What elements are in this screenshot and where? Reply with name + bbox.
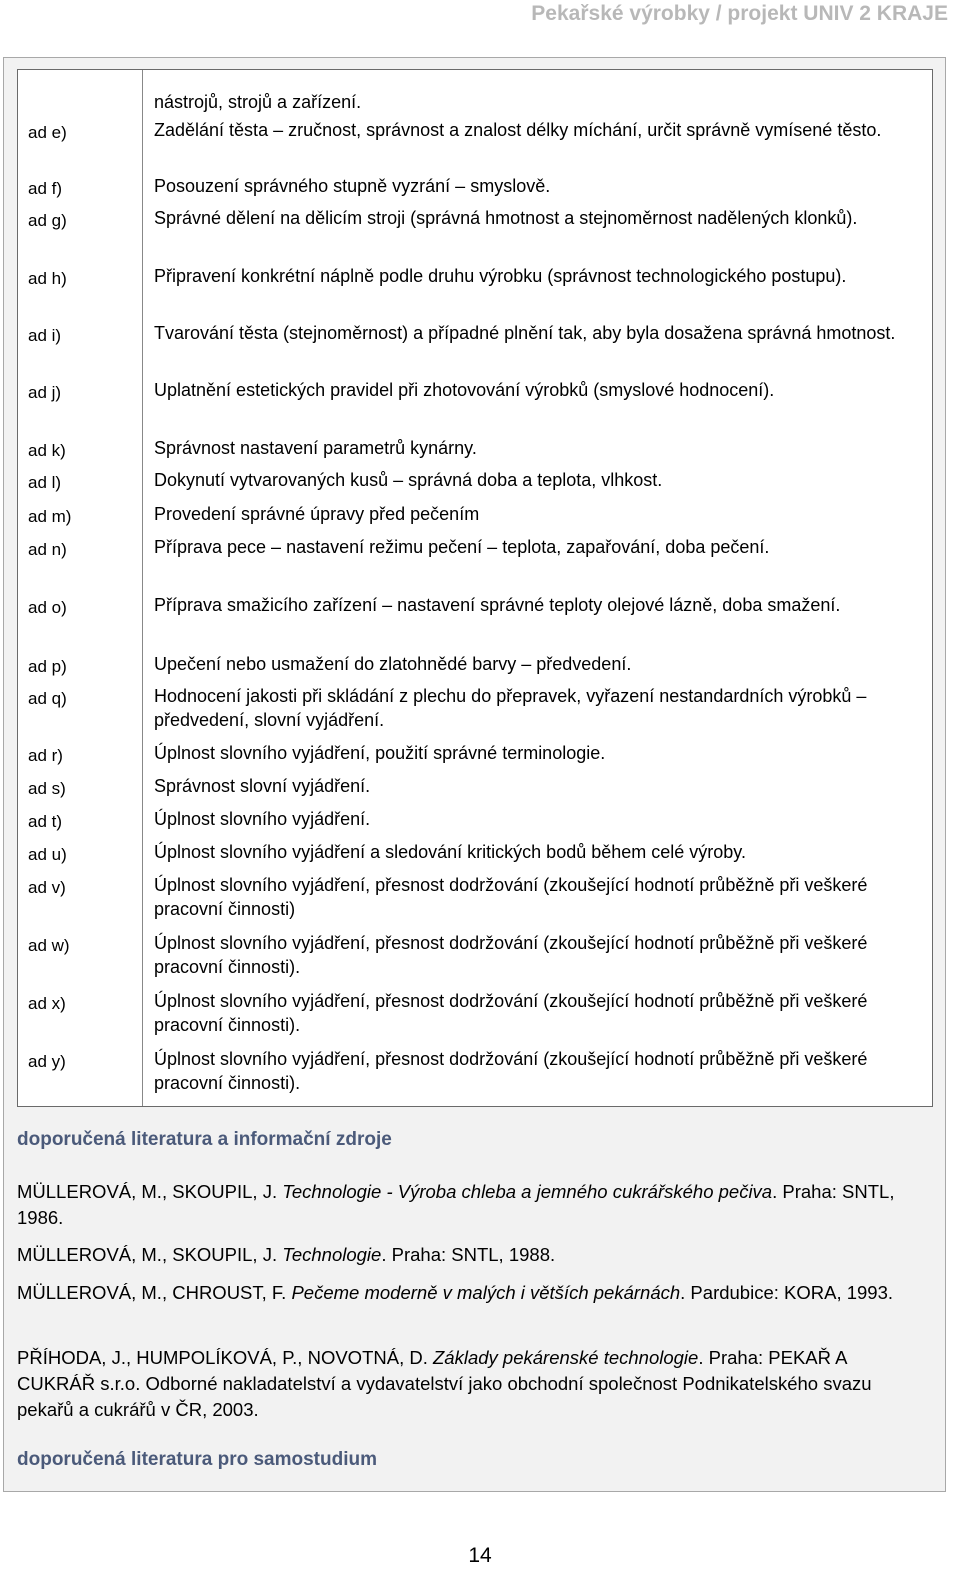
row-label: ad j) — [28, 383, 62, 402]
row-label: ad p) — [28, 657, 67, 676]
row-label: ad u) — [28, 845, 67, 864]
row-label: ad t) — [28, 812, 63, 831]
row-text: Provedení správné úpravy před pečením — [154, 504, 480, 524]
literature-heading: doporučená literatura a informační zdroje — [17, 1129, 392, 1150]
row-label: ad k) — [28, 441, 66, 460]
row-text: Správnost slovní vyjádření. — [154, 776, 371, 796]
reference-author: MÜLLEROVÁ, M., SKOUPIL, J. — [17, 1244, 278, 1265]
row-text: Úplnost slovního vyjádření a sledování kritických bodů během celé výroby. — [154, 842, 746, 862]
reference-title: Technologie — [282, 1244, 382, 1265]
reference-title: Pečeme moderně v malých i větších pekárnách — [291, 1282, 681, 1303]
row-text: Tvarování těsta (stejnoměrnost) a případné plnění tak, aby byla dosažena správná hmotnost. — [154, 323, 896, 343]
row-text: Úplnost slovního vyjádření. — [154, 809, 371, 829]
reference-item — [17, 1345, 929, 1423]
row-label: ad o) — [28, 598, 67, 617]
row-text: Uplatnění estetických pravidel při zhotovování výrobků (smyslové hodnocení). — [154, 380, 775, 400]
row-text: Upečení nebo usmažení do zlatohnědé barvy – předvedení. — [154, 654, 632, 674]
column-divider — [142, 70, 143, 1106]
row-label: ad m) — [28, 507, 72, 526]
row-text: Úplnost slovního vyjádření, přesnost dodržování (zkoušející hodnotí průběžně při veškeré pracovní činnosti). — [154, 933, 868, 977]
page-number: 14 — [468, 1544, 492, 1567]
row-label: ad q) — [28, 689, 67, 708]
row-text: Úplnost slovního vyjádření, přesnost dodržování (zkoušející hodnotí průběžně při veškeré pracovní činnosti). — [154, 991, 868, 1035]
row-text: Dokynutí vytvarovaných kusů – správná doba a teplota, vlhkost. — [154, 470, 663, 490]
row-label: ad r) — [28, 746, 63, 765]
row-label: ad x) — [28, 994, 66, 1013]
row-text: Správnost nastavení parametrů kynárny. — [154, 438, 477, 458]
section-box — [3, 57, 946, 1492]
reference-publication: . Pardubice: KORA, 1993. — [680, 1282, 894, 1303]
reference-item — [17, 1242, 929, 1268]
row-label: ad n) — [28, 540, 67, 559]
reference-title: Základy pekárenské technologie — [433, 1347, 699, 1368]
row-text: Správné dělení na dělicím stroji (správná hmotnost a stejnoměrnost nadělených klonků). — [154, 208, 858, 228]
reference-publication: . Praha: SNTL, 1986. — [17, 1181, 895, 1228]
row-text: Úplnost slovního vyjádření, přesnost dodržování (zkoušející hodnotí průběžně při veškeré pracovní činnosti). — [154, 1049, 868, 1093]
reference-item — [17, 1280, 929, 1306]
row-label: ad g) — [28, 211, 67, 230]
row-label: ad s) — [28, 779, 66, 798]
reference-title: Technologie - Výroba chleba a jemného cukrářského pečiva — [282, 1181, 773, 1202]
reference-publication: . Praha: SNTL, 1988. — [381, 1244, 556, 1265]
row-label: ad f) — [28, 179, 63, 198]
reference-item — [17, 1179, 929, 1231]
reference-publication: . Praha: PEKAŘ A CUKRÁŘ s.r.o. Odborné nakladatelství a vydavatelství jako obchodní společnost Podnikatelského svazu pekařů a cukrářů v ČR, 2003. — [17, 1347, 872, 1420]
reference-author: MÜLLEROVÁ, M., CHROUST, F. — [17, 1282, 287, 1303]
row-text: Úplnost slovního vyjádření, použití správné terminologie. — [154, 743, 606, 763]
reference-author: PŘÍHODA, J., HUMPOLÍKOVÁ, P., NOVOTNÁ, D. — [17, 1347, 428, 1368]
row-text: Úplnost slovního vyjádření, přesnost dodržování (zkoušející hodnotí průběžně při veškeré pracovní činnosti) — [154, 875, 868, 919]
row-label: ad i) — [28, 326, 62, 345]
reference-author: MÜLLEROVÁ, M., SKOUPIL, J. — [17, 1181, 278, 1202]
row-label: ad v) — [28, 878, 66, 897]
row-label: ad h) — [28, 269, 67, 288]
row-text: Příprava smažicího zařízení – nastavení správné teploty olejové lázně, doba smažení. — [154, 595, 841, 615]
row-text: Připravení konkrétní náplně podle druhu výrobku (správnost technologického postupu). — [154, 266, 847, 286]
row-text: Zadělání těsta – zručnost, správnost a znalost délky míchání, určit správně vymísené těsto. — [154, 120, 882, 140]
row-text: Hodnocení jakosti při skládání z plechu do přepravek, vyřazení nestandardních výrobků – předvedení, slovní vyjádření. — [154, 686, 867, 730]
row-label: ad y) — [28, 1052, 66, 1071]
row-label: ad e) — [28, 123, 67, 142]
row-label: ad w) — [28, 936, 70, 955]
row-text: Příprava pece – nastavení režimu pečení – teplota, zapařování, doba pečení. — [154, 537, 770, 557]
row-text: Posouzení správného stupně vyzrání – smyslově. — [154, 176, 551, 196]
criteria-table — [17, 69, 933, 1107]
row-text: nástrojů, strojů a zařízení. — [154, 92, 362, 112]
self-study-heading: doporučená literatura pro samostudium — [17, 1449, 377, 1470]
page-header-title: Pekařské výrobky / projekt UNIV 2 KRAJE — [531, 2, 948, 25]
row-label: ad l) — [28, 473, 62, 492]
